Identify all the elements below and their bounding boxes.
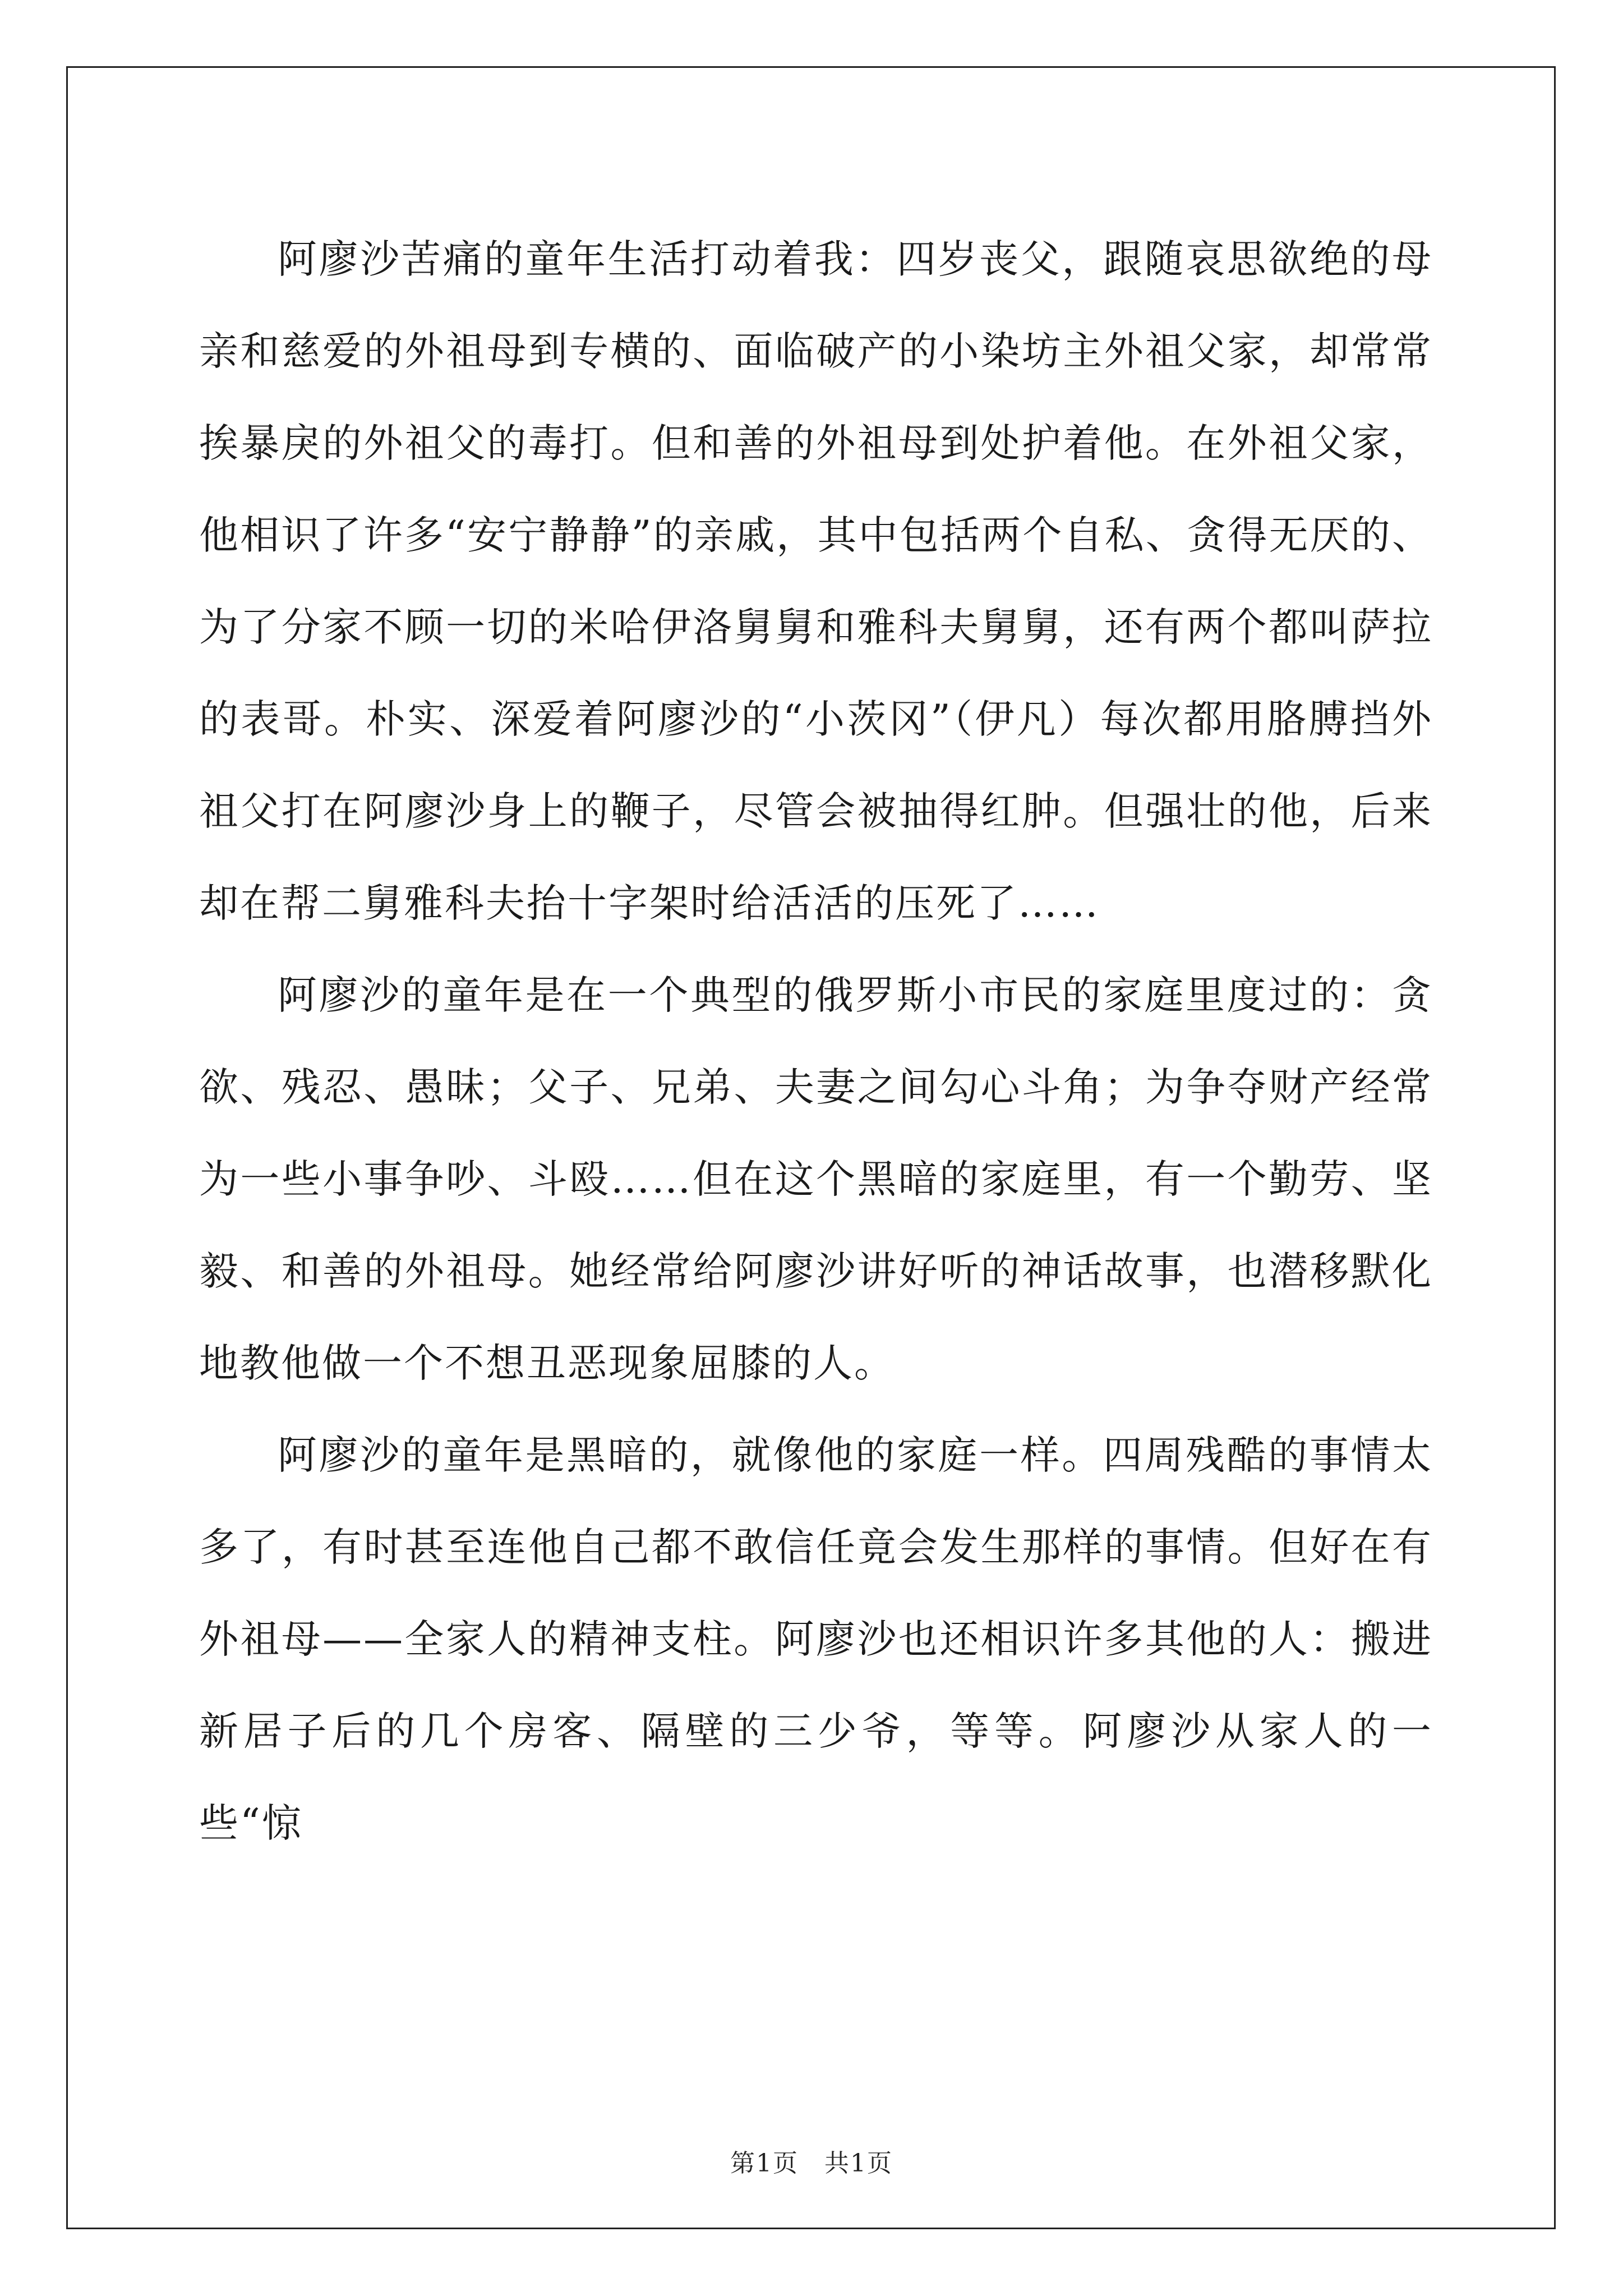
- paragraph-2: 阿廖沙的童年是在一个典型的俄罗斯小市民的家庭里度过的：贪欲、残忍、愚昧；父子、兄弟、夫妻之间勾心斗角；为争夺财产经常为一些小事争吵、斗殴……但在这个黑暗的家庭里，有一个勤劳、坚毅、和善的外祖母。她经常给阿廖沙讲好听的神话故事，也潜移默化地教他做一个不想丑恶现象屈膝的人。: [199, 972, 1433, 1386]
- document-body: [199, 213, 1433, 1869]
- paragraph-1: 阿廖沙苦痛的童年生活打动着我：四岁丧父，跟随哀思欲绝的母亲和慈爱的外祖母到专横的、面临破产的小染坊主外祖父家，却常常挨暴戾的外祖父的毒打。但和善的外祖母到处护着他。在外祖父家，他相识了许多“安宁静静”的亲戚，其中包括两个自私、贪得无厌的、为了分家不顾一切的米哈伊洛舅舅和雅科夫舅舅，还有两个都叫萨拉的表哥。朴实、深爱着阿廖沙的“小茨冈”（伊凡）每次都用胳膊挡外祖父打在阿廖沙身上的鞭子，尽管会被抽得红肿。但强壮的他，后来却在帮二舅雅科夫抬十字架时给活活的压死了……: [199, 236, 1433, 926]
- page-number: 第1页 共1页: [730, 2149, 893, 2178]
- paragraph-3: 阿廖沙的童年是黑暗的，就像他的家庭一样。四周残酷的事情太多了，有时甚至连他自己都不敢信任竟会发生那样的事情。但好在有外祖母——全家人的精神支柱。阿廖沙也还相识许多其他的人：搬进新居子后的几个房客、隔壁的三少爷，等等。阿廖沙从家人的一些“惊: [199, 1432, 1433, 1846]
